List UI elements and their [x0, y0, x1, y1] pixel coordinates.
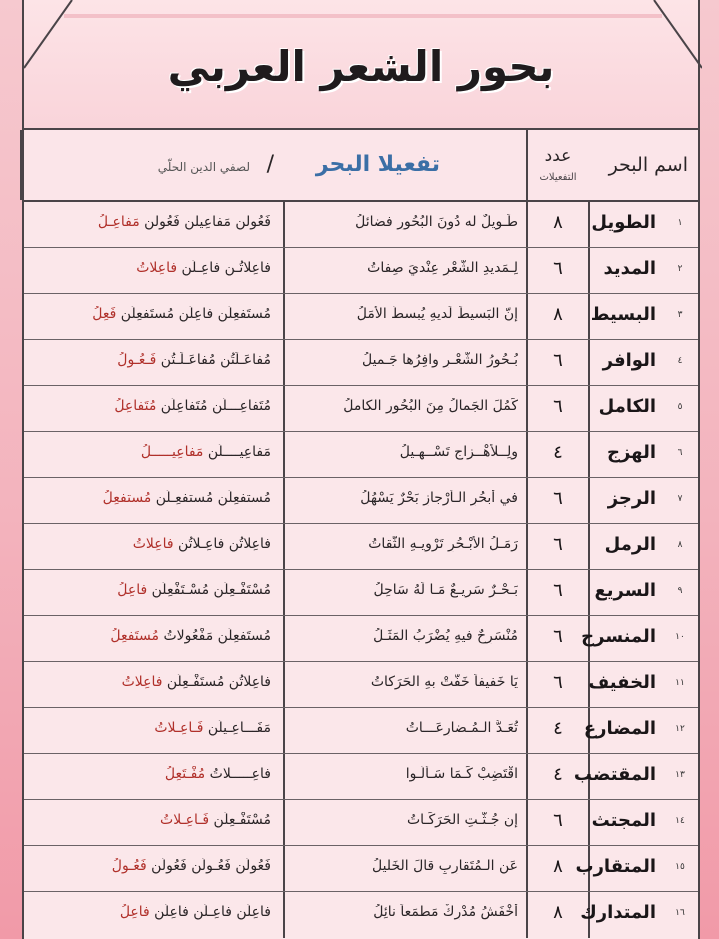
- tafila-highlight: فاعِلُ: [119, 904, 150, 920]
- table-row: [24, 248, 698, 294]
- meter-tafila: [28, 214, 271, 230]
- meter-name: الوافر: [602, 350, 656, 371]
- meter-verse: طَـويلٌ له دُونَ البُحُورِ فضائلُ: [355, 214, 518, 230]
- header-count-sublabel: التفعيلات: [539, 172, 577, 183]
- tafila-plain: فَعُولُن فَعُـولُن فَعُولُن: [146, 858, 271, 874]
- meter-name: المديد: [603, 258, 656, 279]
- tafila-highlight: فَعِلُ: [92, 306, 117, 322]
- row-number: ٢: [677, 264, 683, 274]
- page-frame: [22, 0, 700, 939]
- meter-tafila: [28, 398, 271, 414]
- table-row: [24, 294, 698, 340]
- meter-name: الهزج: [607, 442, 656, 463]
- meter-count: ٨: [553, 304, 563, 325]
- meter-name: الكامل: [598, 396, 656, 417]
- meter-tafila: [28, 306, 271, 322]
- meter-tafila: [28, 536, 271, 552]
- meter-verse: اقْتَضِبْ كَـمَا سَـألُـوا: [405, 766, 518, 782]
- meter-count: ٨: [553, 902, 563, 923]
- meter-name: البسيط: [590, 304, 656, 325]
- table-row: [24, 662, 698, 708]
- header-count-cell: [526, 130, 588, 200]
- meter-name: الرجز: [607, 488, 656, 509]
- tafila-highlight: مُستفعِلُ: [102, 490, 152, 506]
- meter-count: ٦: [553, 672, 563, 693]
- meter-verse: عَنِ الـمُتَقارِبِ قالَ الخَليلُ: [371, 858, 518, 874]
- meter-verse: كَمُلَ الجَمالُ مِنَ البُحُورِ الكاملُ: [343, 398, 518, 414]
- tafila-highlight: فَـاعِـلاتُ: [160, 812, 210, 828]
- row-number: ١٣: [675, 770, 685, 780]
- row-number: ٨: [677, 540, 683, 550]
- row-number: ٧: [677, 494, 683, 504]
- meter-name: الطويل: [591, 212, 656, 233]
- meter-verse: تُعَـدُّ الـمُـضارِعَـــاتُ: [405, 720, 518, 736]
- meter-name: المتدارك: [580, 902, 656, 923]
- header-name-cell: [588, 130, 698, 200]
- title-panel: [24, 0, 698, 128]
- meter-verse: في أبحُرِ الـأرْجازِ بَحْرٌ يَسْهُلُ: [360, 490, 518, 506]
- tafila-plain: فاعِلُن فاعِـلُن فاعِلُن: [149, 904, 271, 920]
- meter-count: ٨: [553, 212, 563, 233]
- row-number: ٩: [677, 586, 683, 596]
- tafila-plain: فاعِلاتُن فاعِـلاتُن: [173, 536, 271, 552]
- meter-tafila: [28, 490, 271, 506]
- header-name-label: اسم البحر: [608, 154, 688, 176]
- meter-verse: إنّ البَسيطَ لَديهِ يُبسطُ الأمَلُ: [356, 306, 518, 322]
- meter-name: الرمل: [604, 534, 656, 555]
- meter-verse: ولِــلأهْــزاجِ تَسْــهِـيلُ: [399, 444, 518, 460]
- meter-tafila: [28, 766, 271, 782]
- meter-tafila: [28, 260, 271, 276]
- page-title: بحور الشعر العربي: [167, 42, 555, 91]
- meter-tafila: [28, 674, 271, 690]
- meter-verse: إن جُـثّـتِ الحَرَكَـاتُ: [406, 812, 518, 828]
- table-row: [24, 892, 698, 938]
- meter-tafila: [28, 904, 271, 920]
- meter-name: المجتث: [591, 810, 656, 831]
- meter-verse: يَا خَفيفاً خَفّتْ بهِ الحَرَكاتُ: [370, 674, 518, 690]
- meter-count: ٦: [553, 810, 563, 831]
- tafila-plain: مُستفعِلُن مُستفعِـلُن: [151, 490, 271, 506]
- meter-count: ٦: [553, 258, 563, 279]
- table-row: [24, 570, 698, 616]
- row-number: ١٤: [675, 816, 685, 826]
- tafila-plain: فَعُولن مَفاعِيلن فَعُولن: [139, 214, 271, 230]
- tafila-highlight: فَعُـولُ: [111, 858, 147, 874]
- table-row: [24, 846, 698, 892]
- tafila-plain: مُسْتَفْـعِلُن: [209, 812, 271, 828]
- tafila-highlight: مَفاعِيـــــلُ: [140, 444, 204, 460]
- row-number: ١٢: [675, 724, 685, 734]
- meter-verse: لِـمَديدِ الشّعْرِ عِنْديَ صِفاتُ: [367, 260, 518, 276]
- meter-count: ٦: [553, 626, 563, 647]
- tafila-plain: فاعِلاتُـن فاعِـلُن: [177, 260, 271, 276]
- tafila-plain: فاعِلاتُن مُستَفْـعِلُن: [162, 674, 271, 690]
- row-number: ١١: [675, 678, 685, 688]
- tafila-highlight: فاعِلاتُ: [121, 674, 163, 690]
- table-row: [24, 386, 698, 432]
- table-row: [24, 800, 698, 846]
- meter-count: ٦: [553, 396, 563, 417]
- table-header: [24, 128, 698, 202]
- meter-name: المنسرح: [581, 626, 656, 647]
- meter-tafila: [28, 582, 271, 598]
- row-number: ١: [677, 218, 683, 228]
- tafila-highlight: مُفْـتَعِلُ: [164, 766, 206, 782]
- meter-verse: أخْفَشُ مُدْرِكٌ مَطمَعاً نائِلُ: [373, 904, 518, 920]
- row-number: ٤: [677, 356, 683, 366]
- meter-name: المضارع: [583, 718, 656, 739]
- table-row: [24, 708, 698, 754]
- header-count-label: عدد: [544, 146, 572, 166]
- table-row: [24, 754, 698, 800]
- table-row: [24, 524, 698, 570]
- table-row: [24, 432, 698, 478]
- tafila-highlight: فاعِلاتُ: [132, 536, 174, 552]
- tafila-plain: مُستَفعِلُن مَفْعُولاتُ: [159, 628, 271, 644]
- meter-verse: بُـحُورُ الشّعْـرِ وافِرُها جَـميلُ: [362, 352, 518, 368]
- meter-name: المتقارب: [575, 856, 656, 877]
- meter-count: ٦: [553, 580, 563, 601]
- meter-tafila: [28, 444, 271, 460]
- header-bahr-cell: [20, 130, 526, 200]
- meter-count: ٦: [553, 534, 563, 555]
- tafila-highlight: فَـعُـولُ: [117, 352, 157, 368]
- row-number: ١٥: [675, 862, 685, 872]
- meter-count: ٤: [553, 442, 563, 463]
- meter-tafila: [28, 858, 271, 874]
- tafila-plain: مُستَفعِلُن فاعِلُن مُستَفعِلُن: [116, 306, 271, 322]
- tafila-highlight: فَـاعِـلاتُ: [154, 720, 204, 736]
- table-row: [24, 340, 698, 386]
- tafila-highlight: فاعِلُ: [117, 582, 148, 598]
- row-number: ٦: [677, 448, 683, 458]
- row-number: ١٦: [675, 908, 685, 918]
- meter-name: الخفيف: [588, 672, 656, 693]
- meter-tafila: [28, 812, 271, 828]
- table-row: [24, 202, 698, 248]
- tafila-highlight: مَفاعِـلُ: [97, 214, 140, 230]
- meter-verse: رَمَـلُ الأبْـحُرِ تَرْويـهِ الثّقاتُ: [368, 536, 518, 552]
- tafila-plain: فاعِـــــلاتُ: [205, 766, 271, 782]
- header-bahr-label: تفعيلا البحر: [315, 152, 440, 177]
- tafila-plain: مُفاعَـلَتُن مُفاعَـلَـتُن: [156, 352, 271, 368]
- tafila-highlight: مُتَفاعِلُ: [114, 398, 157, 414]
- row-number: ١٠: [675, 632, 685, 642]
- tafila-plain: مَفاعِيــــلُن: [203, 444, 271, 460]
- meter-tafila: [28, 720, 271, 736]
- meter-count: ٨: [553, 856, 563, 877]
- tafila-plain: مُتَفاعِـــلُن مُتَفاعِلُن: [156, 398, 271, 414]
- meter-count: ٤: [553, 764, 563, 785]
- tafila-highlight: مُستَفعِلُ: [110, 628, 160, 644]
- table-row: [24, 616, 698, 662]
- row-number: ٥: [677, 402, 683, 412]
- header-author-label: لصفي الدين الحلّي: [157, 160, 250, 174]
- meter-count: ٦: [553, 488, 563, 509]
- meters-table-body: [24, 202, 698, 938]
- meter-tafila: [28, 628, 271, 644]
- header-separator: /: [266, 152, 274, 177]
- meter-count: ٦: [553, 350, 563, 371]
- meter-verse: مُنْسَرِحٌ فيهِ يُضْرَبُ المَثَـلُ: [373, 628, 518, 644]
- row-number: ٣: [677, 310, 683, 320]
- meter-name: المقتضب: [573, 764, 656, 785]
- meter-name: السريع: [594, 580, 656, 601]
- meter-tafila: [28, 352, 271, 368]
- tafila-plain: مُسْتَفْـعِلُن مُسْـتَفْعِلُن: [147, 582, 271, 598]
- meter-verse: بَـحْـرٌ سَريـعٌ مَـا لَهُ سَاحِلُ: [373, 582, 518, 598]
- meter-count: ٤: [553, 718, 563, 739]
- table-row: [24, 478, 698, 524]
- tafila-highlight: فاعِلاتُ: [136, 260, 178, 276]
- tafila-plain: مَفَـــاعِـيلُن: [203, 720, 271, 736]
